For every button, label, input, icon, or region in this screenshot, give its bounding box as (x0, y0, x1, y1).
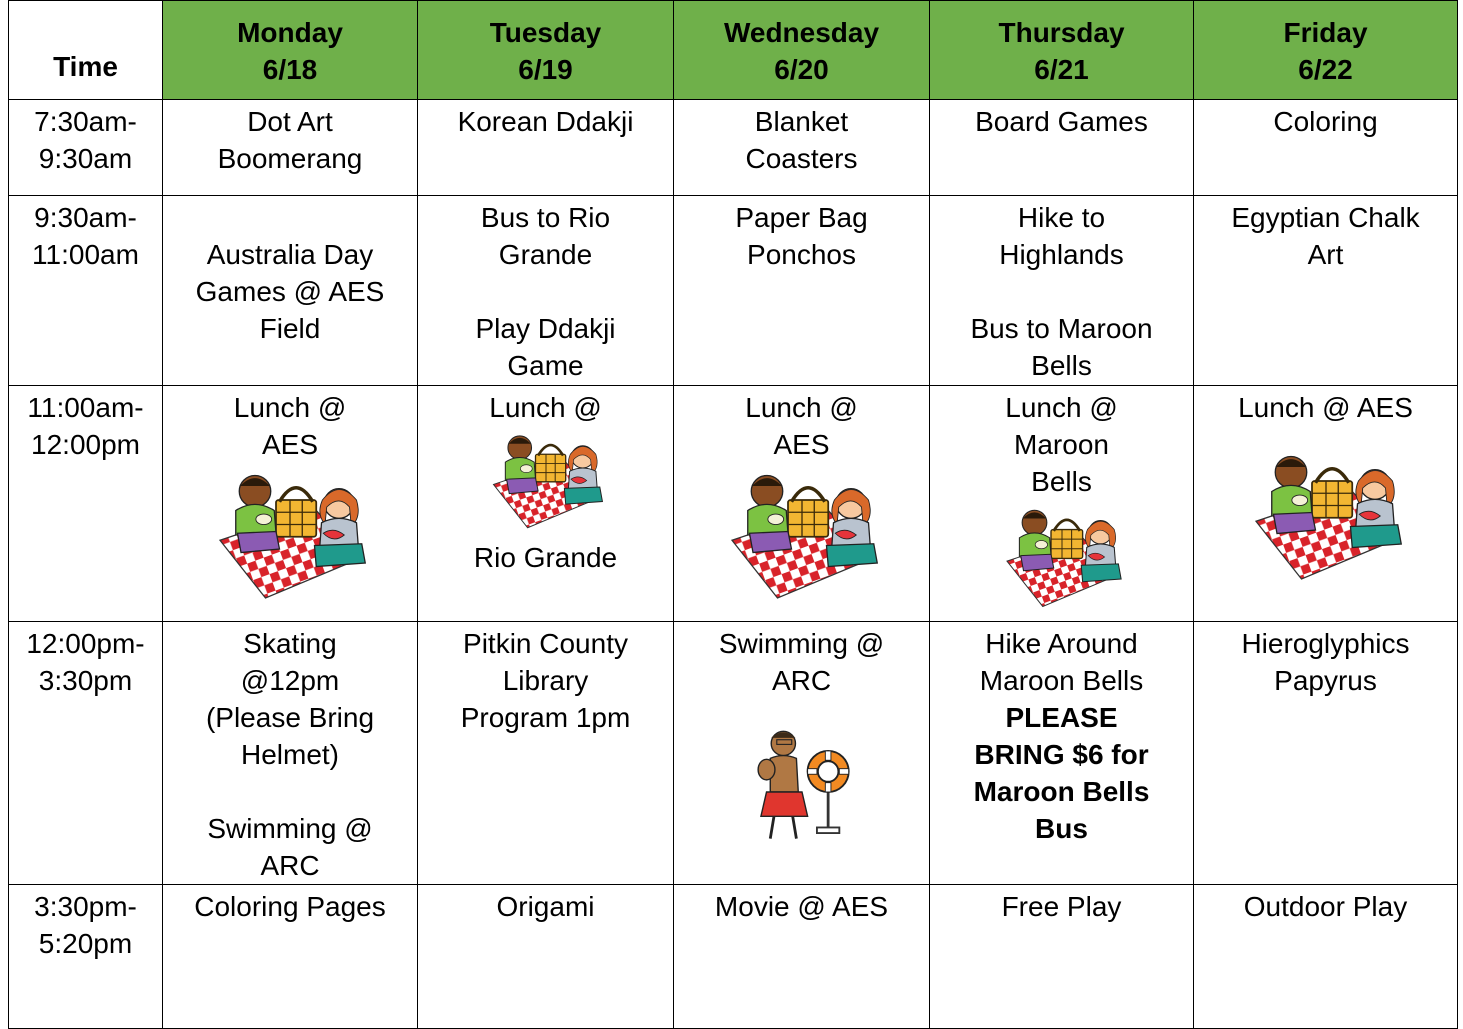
day-header-wednesday (674, 1, 930, 100)
activity-text: Helmet) (240, 739, 339, 770)
day-date: 6/21 (1034, 54, 1089, 85)
header-row (9, 1, 1458, 100)
activity-cell (1194, 885, 1458, 1029)
activity-text: @12pm (240, 665, 340, 696)
activity-cell (674, 622, 930, 885)
activity-text: Coloring Pages (194, 891, 386, 922)
activity-cell (163, 386, 418, 622)
activity-notice: Bus (1035, 813, 1088, 844)
activity-cell (1194, 386, 1458, 622)
activity-text: AES (773, 429, 830, 460)
activity-text: Australia Day (206, 239, 374, 270)
activity-text: Field (259, 313, 321, 344)
activity-text: Maroon Bells (979, 665, 1144, 696)
activity-cell (1194, 622, 1458, 885)
activity-text: Grande (498, 239, 593, 270)
activity-notice: Maroon Bells (973, 776, 1150, 807)
activity-cell (1194, 196, 1458, 386)
time-column-header: Time (9, 1, 163, 100)
activity-text: Coasters (745, 143, 858, 174)
activity-text: Highlands (999, 239, 1124, 270)
activity-text: (Please Bring (205, 702, 375, 733)
activity-text: Lunch @ (1005, 392, 1118, 423)
activity-notice: BRING $6 for (974, 739, 1149, 770)
lifeguard-clipart (746, 725, 858, 845)
day-date: 6/20 (774, 54, 829, 85)
picnic-clipart (1236, 446, 1416, 586)
activity-text: Library (502, 665, 589, 696)
day-date: 6/22 (1298, 54, 1353, 85)
activity-text: Dot Art (247, 106, 333, 137)
activity-text: Swimming @ (718, 628, 885, 659)
activity-text: Bus to Maroon (970, 313, 1153, 344)
time-slot (9, 885, 163, 1029)
activity-cell (674, 196, 930, 386)
day-name: Tuesday (489, 17, 602, 48)
schedule-row-1 (9, 100, 1458, 196)
activity-cell (674, 100, 930, 196)
activity-text: Art (1307, 239, 1344, 270)
day-name: Wednesday (723, 17, 880, 48)
activity-cell (418, 622, 674, 885)
time-slot (9, 100, 163, 196)
picnic-clipart (200, 465, 380, 605)
day-name: Friday (1283, 17, 1368, 48)
activity-cell (930, 885, 1194, 1029)
activity-cell (674, 885, 930, 1029)
activity-text: Movie @ AES (714, 891, 889, 922)
activity-cell (418, 386, 674, 622)
time-end: 12:00pm (31, 429, 140, 460)
time-start: 3:30pm- (34, 891, 137, 922)
activity-text: Maroon (1014, 429, 1109, 460)
picnic-clipart (977, 502, 1147, 612)
activity-text: Rio Grande (473, 542, 618, 573)
day-header-monday (163, 1, 418, 100)
activity-text: Paper Bag (735, 202, 868, 233)
activity-notice: PLEASE (1005, 702, 1118, 733)
schedule-row-3 (9, 386, 1458, 622)
time-end: 9:30am (38, 143, 133, 174)
activity-cell (163, 885, 418, 1029)
activity-text: Boomerang (217, 143, 363, 174)
activity-text: Lunch @ (745, 392, 858, 423)
activity-text: Outdoor Play (1243, 891, 1408, 922)
activity-text: Program 1pm (460, 702, 631, 733)
time-start: 12:00pm- (26, 628, 145, 659)
time-start: 9:30am- (34, 202, 137, 233)
schedule-row-5 (9, 885, 1458, 1029)
picnic-clipart (456, 428, 636, 533)
activity-text: Coloring (1273, 106, 1378, 137)
activity-cell (163, 100, 418, 196)
activity-cell (163, 622, 418, 885)
activity-text: Origami (496, 891, 595, 922)
activity-text: Hieroglyphics (1241, 628, 1410, 659)
activity-text: AES (261, 429, 319, 460)
activity-text: ARC (771, 665, 832, 696)
time-end: 11:00am (32, 239, 139, 270)
activity-text: Swimming @ (207, 813, 373, 844)
activity-text: Skating (243, 628, 337, 659)
schedule-table (8, 0, 1458, 1029)
activity-text: Games @ AES (195, 276, 385, 307)
activity-text: Game (507, 350, 584, 381)
activity-text: Bus to Rio (480, 202, 611, 233)
activity-text: Egyptian Chalk (1231, 202, 1420, 233)
day-header-tuesday (418, 1, 674, 100)
time-slot (9, 386, 163, 622)
activity-cell (930, 100, 1194, 196)
picnic-clipart (712, 465, 892, 605)
time-end: 5:20pm (38, 928, 133, 959)
time-end: 3:30pm (38, 665, 133, 696)
activity-text: Hike to (1017, 202, 1106, 233)
activity-text: Play Ddakji (475, 313, 616, 344)
activity-text: Board Games (975, 106, 1148, 137)
activity-text: Hike Around (985, 628, 1138, 659)
activity-cell (930, 196, 1194, 386)
activity-cell (930, 622, 1194, 885)
schedule-row-4 (9, 622, 1458, 885)
activity-text: Papyrus (1274, 665, 1377, 696)
day-header-thursday (930, 1, 1194, 100)
day-header-friday (1194, 1, 1458, 100)
activity-cell (674, 386, 930, 622)
activity-text: Lunch @ (489, 392, 602, 423)
activity-cell (930, 386, 1194, 622)
day-name: Monday (237, 17, 343, 48)
activity-text: Pitkin County (463, 628, 628, 659)
time-slot (9, 196, 163, 386)
schedule-row-2 (9, 196, 1458, 386)
activity-text: Lunch @ (233, 392, 347, 423)
day-date: 6/19 (518, 54, 573, 85)
activity-text: Blanket (754, 106, 849, 137)
activity-cell (163, 196, 418, 386)
time-start: 11:00am- (27, 392, 144, 423)
activity-text: Free Play (1001, 891, 1122, 922)
activity-text: Ponchos (747, 239, 856, 270)
activity-cell (1194, 100, 1458, 196)
activity-cell (418, 100, 674, 196)
activity-text: Bells (1031, 466, 1092, 497)
day-name: Thursday (998, 17, 1125, 48)
day-date: 6/18 (262, 54, 318, 85)
activity-text: Korean Ddakji (457, 106, 634, 137)
time-start: 7:30am- (34, 106, 137, 137)
activity-text: Bells (1031, 350, 1092, 381)
activity-text: ARC (260, 850, 320, 881)
activity-text: Lunch @ AES (1238, 392, 1413, 423)
activity-cell (418, 196, 674, 386)
time-slot (9, 622, 163, 885)
activity-cell (418, 885, 674, 1029)
